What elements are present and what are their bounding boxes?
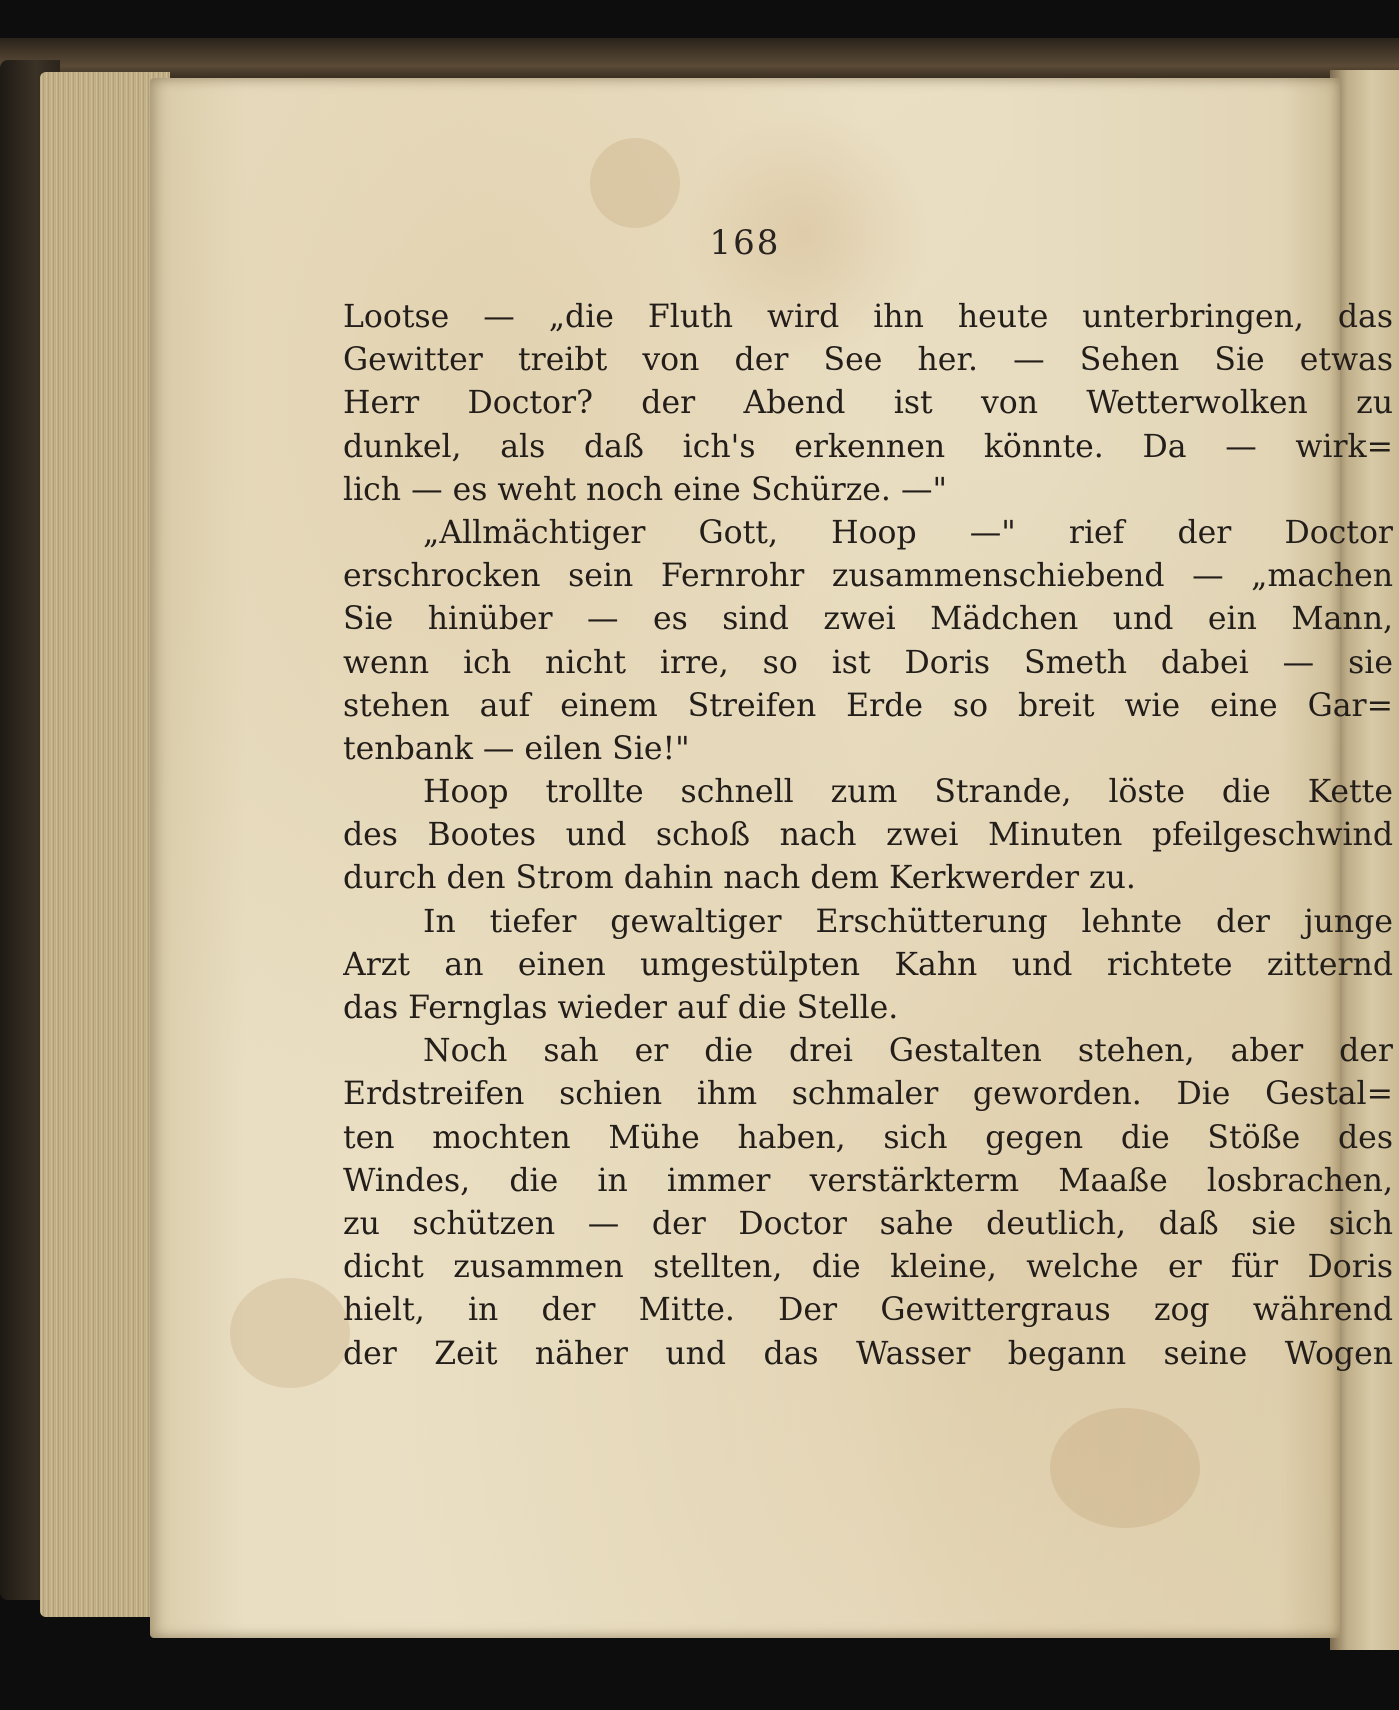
text-line: zu schützen — der Doctor sahe deutlich, daß sie sich	[343, 1205, 1393, 1242]
paper-stain	[590, 138, 680, 228]
text-line: Gewitter treibt von der See her. — Sehen Sie etwas	[343, 342, 1393, 379]
text-line: Sie hinüber — es sind zwei Mädchen und ein Mann,	[343, 601, 1393, 638]
paper-stain	[1050, 1408, 1200, 1528]
book-cover-top	[0, 38, 1399, 78]
text-line: hielt, in der Mitte. Der Gewittergraus zog während	[343, 1292, 1393, 1329]
paper-stain	[230, 1278, 350, 1388]
text-line: lich — es weht noch eine Schürze. —"	[343, 471, 947, 508]
text-line: erschrocken sein Fernrohr zusammenschiebend — „machen	[343, 558, 1393, 595]
text-line: ten mochten Mühe haben, sich gegen die Stöße des	[343, 1119, 1393, 1156]
book-page	[150, 78, 1393, 1638]
text-line: In tiefer gewaltiger Erschütterung lehnte der junge	[423, 903, 1393, 940]
text-line: „Allmächtiger Gott, Hoop —" rief der Doctor	[423, 514, 1393, 551]
page-number: 168	[709, 223, 781, 263]
text-line: Herr Doctor? der Abend ist von Wetterwolken zu	[343, 385, 1393, 422]
text-line: dunkel, als daß ich's erkennen könnte. Da — wirk=	[343, 428, 1393, 465]
text-line: Noch sah er die drei Gestalten stehen, aber der	[423, 1033, 1393, 1070]
text-line: durch den Strom dahin nach dem Kerkwerder zu.	[343, 860, 1136, 897]
text-line: das Fernglas wieder auf die Stelle.	[343, 990, 899, 1026]
text-line: des Bootes und schoß nach zwei Minuten pfeilgeschwind	[343, 817, 1393, 854]
text-line: Erdstreifen schien ihm schmaler geworden. Die Gestal=	[343, 1076, 1393, 1113]
text-line: Arzt an einen umgestülpten Kahn und richtete zitternd	[343, 946, 1393, 983]
text-line: Lootse — „die Fluth wird ihn heute unterbringen, das	[343, 299, 1393, 335]
text-line: Hoop trollte schnell zum Strande, löste die Kette	[423, 774, 1393, 811]
text-line: wenn ich nicht irre, so ist Doris Smeth dabei — sie	[343, 644, 1393, 681]
text-line: der Zeit näher und das Wasser begann seine Wogen	[343, 1335, 1393, 1372]
page-text	[343, 296, 1393, 1376]
text-line: tenbank — eilen Sie!"	[343, 730, 690, 767]
text-line: stehen auf einem Streifen Erde so breit wie eine Gar=	[343, 687, 1393, 724]
text-line: Windes, die in immer verstärkterm Maaße losbrachen,	[343, 1162, 1393, 1199]
text-line: dicht zusammen stellten, die kleine, welche er für Doris	[343, 1249, 1393, 1286]
